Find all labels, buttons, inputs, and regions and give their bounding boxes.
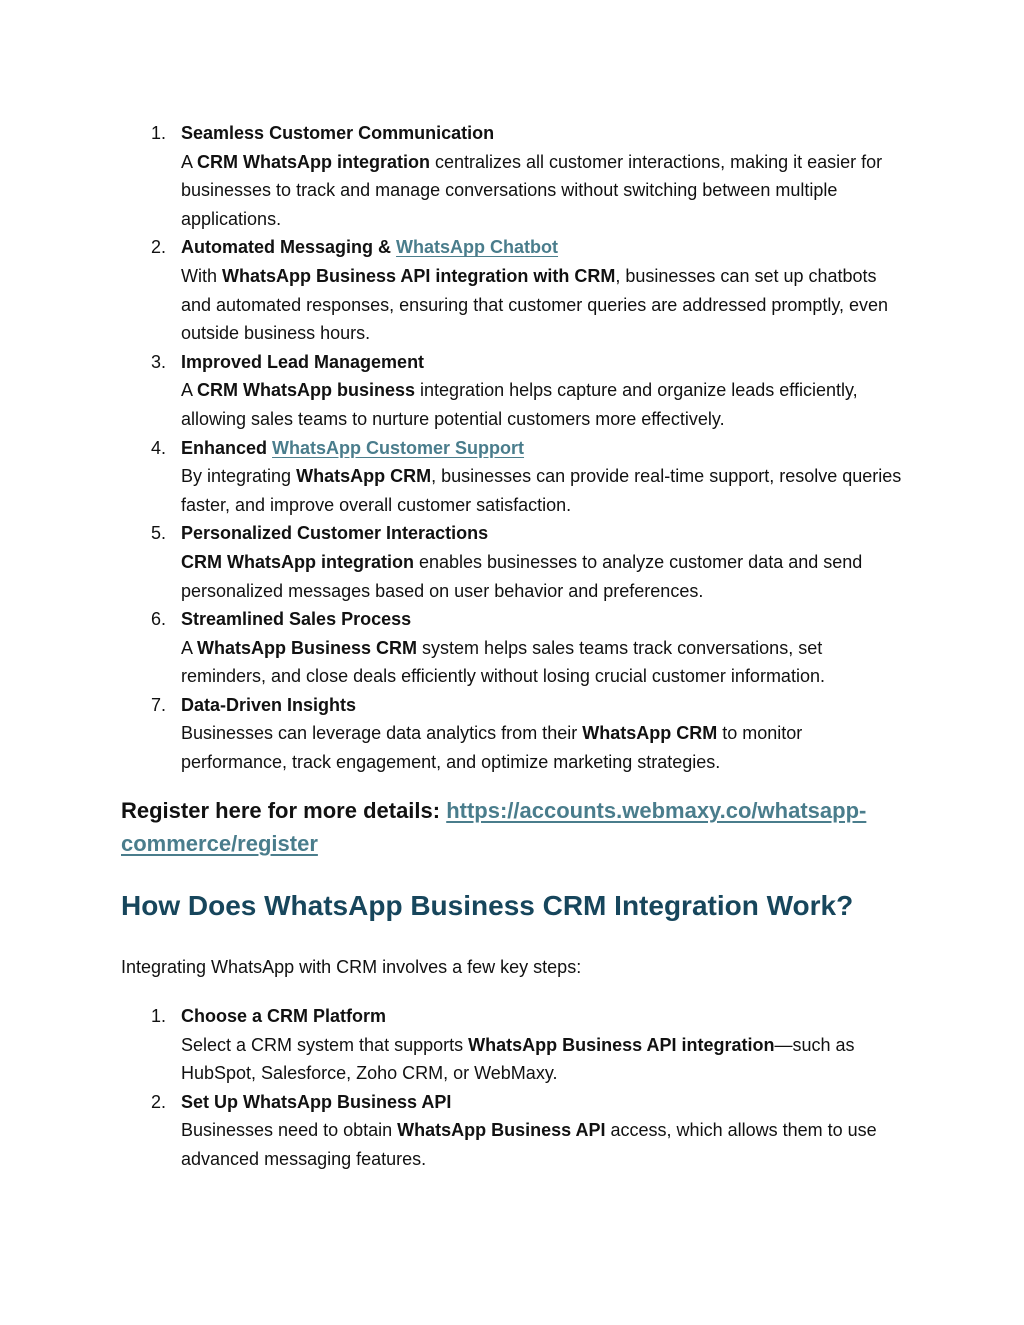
description-text: system helps sales teams track conversations, set reminders, and close deals efficiently without losing crucial customer information.: [181, 637, 825, 687]
list-item-title-text: Personalized Customer Interactions: [181, 523, 489, 544]
register-line: [121, 794, 911, 860]
description-text: , businesses can set up chatbots and automated responses, ensuring that customer queries are addressed promptly, even outside business hours.: [181, 265, 889, 344]
list-item-description: [181, 548, 904, 605]
list-item-title: [181, 119, 904, 148]
description-text: —such as HubSpot, Salesforce, Zoho CRM, or WebMaxy.: [181, 1034, 855, 1084]
description-text: access, which allows them to use advanced messaging features.: [181, 1120, 877, 1169]
list-item-title-text: Choose a CRM Platform: [181, 1006, 387, 1026]
list-item-title: [181, 691, 904, 720]
steps-list: [0, 1002, 1024, 1174]
description-text: By integrating: [181, 466, 297, 487]
list-item-number: 4.: [151, 437, 167, 458]
description-text: A: [181, 380, 198, 401]
list-item-title: [181, 519, 904, 548]
benefits-list: [0, 119, 1024, 777]
list-item-number: 6.: [151, 609, 167, 630]
list-item-description: [181, 634, 904, 691]
list-item-description: [181, 719, 904, 776]
list-item-number: 3.: [151, 351, 167, 372]
bold-term: WhatsApp CRM: [582, 723, 718, 744]
register-label: Register here for more details:: [121, 798, 447, 823]
list-item: [0, 233, 1024, 347]
description-text: , businesses can provide real-time support, resolve queries faster, and improve overall customer satisfaction.: [181, 466, 902, 515]
list-item-title-text: Data-Driven Insights: [181, 694, 357, 715]
section-heading: How Does WhatsApp Business CRM Integration Work?: [121, 890, 854, 921]
description-text: With: [181, 265, 223, 286]
list-item-description: [181, 1116, 904, 1173]
bold-term: WhatsApp Business CRM: [197, 637, 418, 658]
list-item: [0, 1088, 1024, 1174]
list-item-title: [181, 1088, 904, 1117]
list-item-title-text: Enhanced: [181, 437, 273, 458]
bold-term: CRM WhatsApp business: [197, 380, 416, 401]
bold-term: CRM WhatsApp integration: [197, 151, 430, 172]
list-item-description: [181, 262, 904, 348]
list-item-description: [181, 462, 904, 519]
list-item-description: [181, 376, 904, 433]
list-item-title-text: Streamlined Sales Process: [181, 609, 412, 630]
list-item-title: [181, 348, 904, 377]
list-item: [0, 348, 1024, 434]
list-item-number: 2.: [151, 1091, 167, 1112]
description-text: to monitor performance, track engagement, and optimize marketing strategies.: [181, 723, 803, 773]
list-item-number: 7.: [151, 694, 167, 715]
list-item-title-text: Set Up WhatsApp Business API: [181, 1091, 452, 1112]
intro-text: Integrating WhatsApp with CRM involves a few key steps:: [121, 957, 582, 977]
register-link[interactable]: https://accounts.webmaxy.co/whatsapp-commerce/register: [121, 798, 867, 856]
bold-term: WhatsApp Business API integration with CRM: [222, 265, 616, 286]
list-item-number: 2.: [151, 237, 167, 258]
description-text: centralizes all customer interactions, making it easier for businesses to track and manage conversations without switching between multiple applications.: [181, 151, 883, 229]
list-item-title: [181, 605, 904, 634]
description-text: A: [181, 637, 198, 658]
bold-term: CRM WhatsApp integration: [181, 551, 414, 572]
bold-term: WhatsApp CRM: [296, 466, 432, 487]
list-item-title: [181, 233, 904, 262]
list-item-number: 1.: [151, 1006, 167, 1026]
description-text: Select a CRM system that supports: [181, 1034, 469, 1055]
list-item-description: [181, 1031, 904, 1088]
list-item-description: [181, 148, 904, 234]
list-item-title: [181, 1002, 904, 1031]
description-text: enables businesses to analyze customer data and send personalized messages based on user behavior and preferences.: [181, 551, 863, 601]
description-text: Businesses can leverage data analytics from their: [181, 723, 583, 744]
list-item: [0, 119, 1024, 233]
list-item: [0, 691, 1024, 777]
list-item: [0, 605, 1024, 691]
list-item-title-text: Seamless Customer Communication: [181, 123, 495, 143]
list-item: [0, 519, 1024, 605]
list-item: [0, 1002, 1024, 1088]
bold-term: WhatsApp Business API: [397, 1120, 606, 1141]
list-item-title-link[interactable]: WhatsApp Chatbot: [396, 237, 559, 258]
list-item-number: 1.: [151, 123, 167, 143]
description-text: A: [181, 151, 198, 172]
list-item-title-text: Automated Messaging &: [181, 237, 397, 258]
list-item-title: [181, 434, 904, 463]
description-text: Businesses need to obtain: [181, 1120, 398, 1141]
list-item-number: 5.: [151, 523, 167, 544]
bold-term: WhatsApp Business API integration: [468, 1034, 775, 1055]
list-item: [0, 434, 1024, 520]
list-item-title-link[interactable]: WhatsApp Customer Support: [272, 437, 525, 458]
description-text: integration helps capture and organize leads efficiently, allowing sales teams to nurture potential customers more effectively.: [181, 380, 858, 429]
list-item-title-text: Improved Lead Management: [181, 351, 425, 372]
